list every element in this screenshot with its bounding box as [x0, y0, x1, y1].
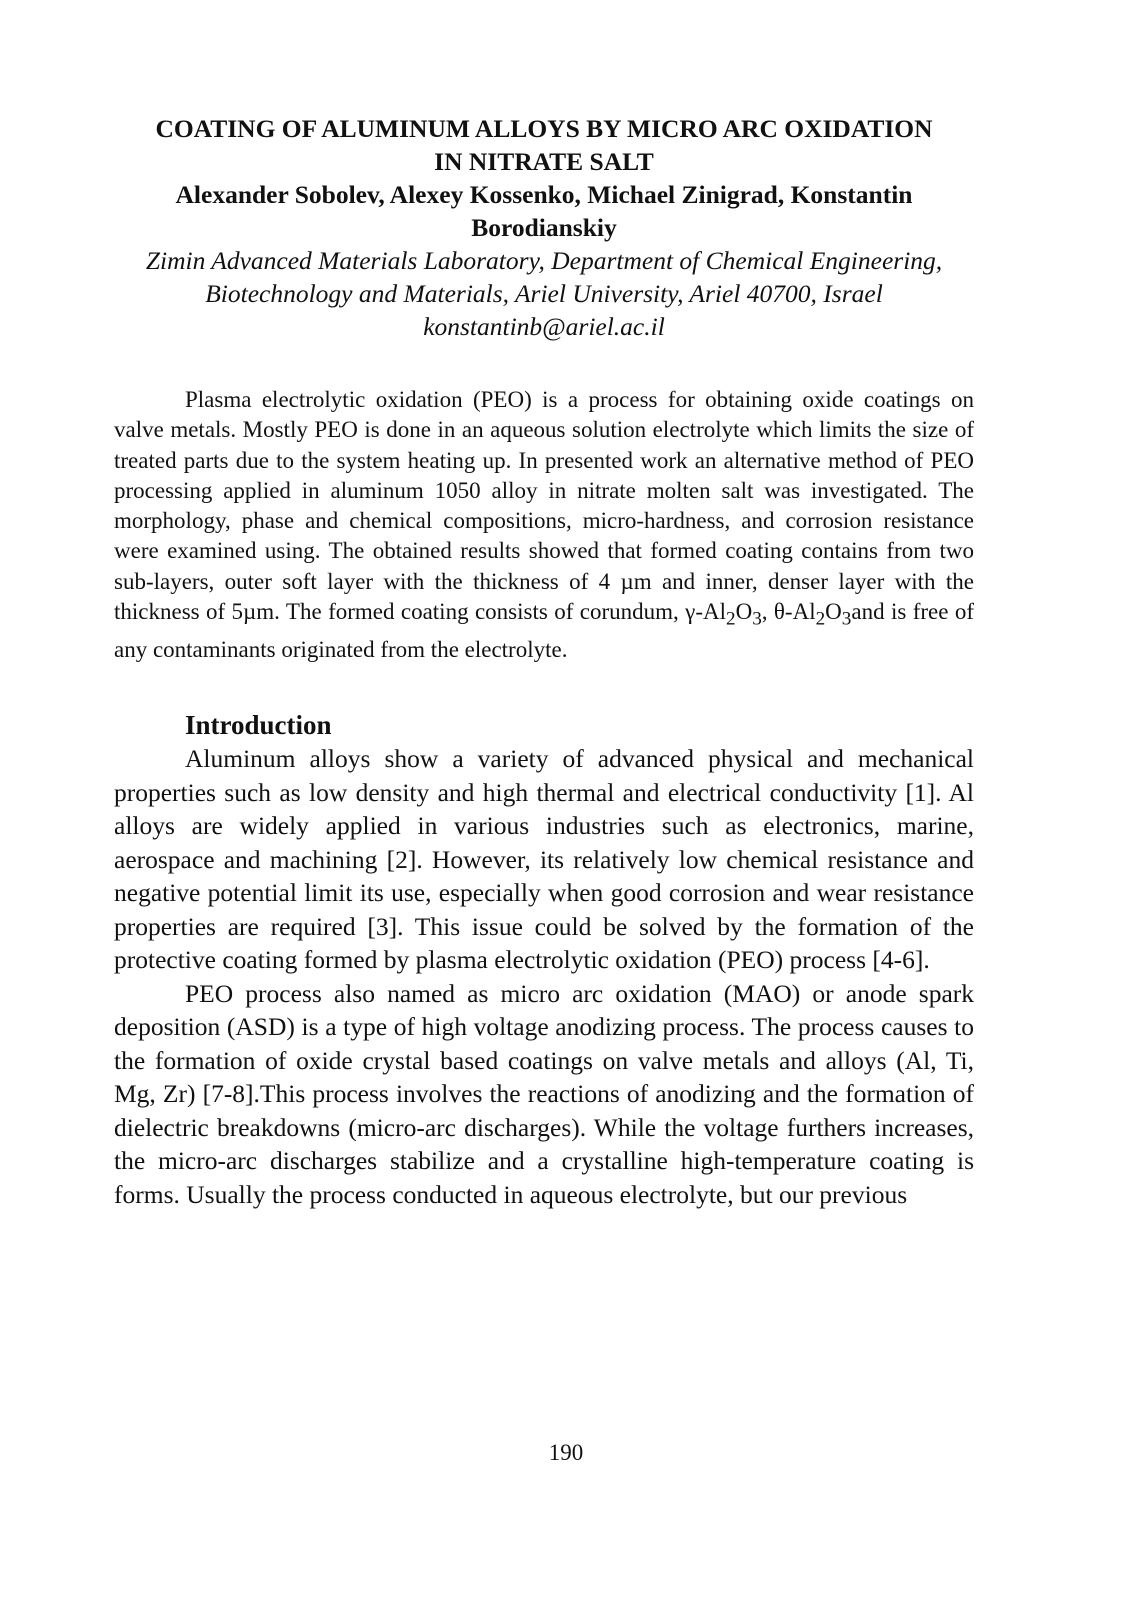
paragraph: Aluminum alloys show a variety of advanced physical and mechanical properties such as low density and high thermal and electrical conductivity [1]. Al alloys are widely applied in various industries such as electronics, marine, aerospace and machining [2]. However, its relatively low chemical resistance and negative potential limit its use, especially when good corrosion and wear resistance properties are required [3]. This issue could be solved by the formation of the protective coating formed by plasma electrolytic oxidation (PEO) process [4-6].: [114, 744, 974, 975]
introduction-body: [114, 742, 974, 1211]
abstract: [114, 385, 974, 665]
abstract-text: Plasma electrolytic oxidation (PEO) is a process for obtaining oxide coatings on valve metals. Mostly PEO is done in an aqueous solution electrolyte which limits the size of treated parts due to the system heating up. In presented work an alternative method of PEO processing applied in aluminum 1050 alloy in nitrate molten salt was investigated. The morphology, phase and chemical compositions, micro-hardness, and corrosion resistance were examined using. The obtained results showed that formed coating contains from two sub-layers, outer soft layer with the thickness of 4 µm and inner, denser layer with the thickness of 5µm. The formed coating consists of corundum, $\gamma-Al_2O_3$, $\theta-Al_2O_3and$ is free of any contaminants originated from the electrolyte.: [114, 387, 974, 662]
paper-page: [114, 112, 974, 1211]
author-list: Alexander Sobolev, Alexey Kossenko, Michael Zinigrad, Konstantin Borodianskiy: [175, 180, 913, 242]
page-number: 190: [548, 1440, 584, 1465]
paper-title: COATING OF ALUMINUM ALLOYS BY MICRO ARC OXIDATION IN NITRATE SALT: [155, 114, 933, 176]
author-email: konstantinb@ariel.ac.il: [423, 312, 665, 341]
paragraph: PEO process also named as micro arc oxidation (MAO) or anode spark deposition (ASD) is a type of high voltage anodizing process. The process causes to the formation of oxide crystal based coatings on valve metals and alloys (Al, Ti, Mg, Zr) [7-8].This process involves the reactions of anodizing and the formation of dielectric breakdowns (micro-arc discharges). While the voltage furthers increases, the micro-arc discharges stabilize and a crystalline high-temperature coating is forms. Usually the process conducted in aqueous electrolyte, but our previous: [114, 978, 974, 1209]
affiliation: Zimin Advanced Materials Laboratory, Department of Chemical Engineering, Biotechnology and Materials, Ariel University, Ariel 40700, Israel: [145, 246, 943, 308]
section-heading-introduction: Introduction: [185, 710, 332, 741]
